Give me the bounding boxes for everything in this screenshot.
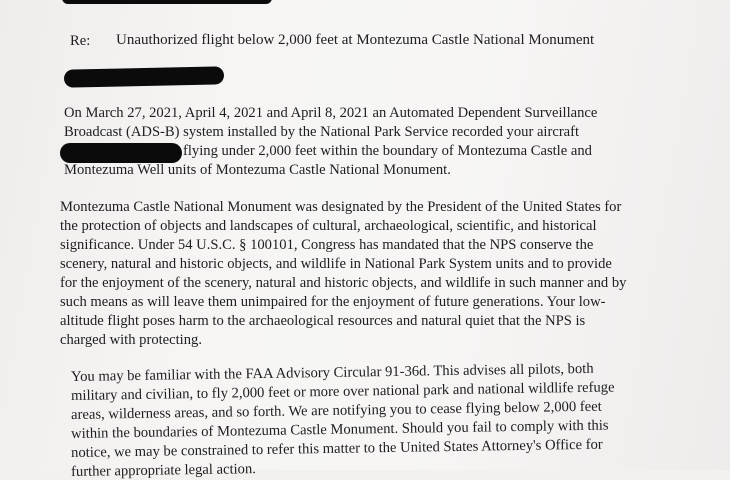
re-label: Re:: [70, 33, 91, 49]
paragraph-2-line: significance. Under 54 U.S.C. § 100101, Congress has mandated that the NPS conserve the: [60, 237, 594, 253]
paragraph-3-line: areas, wilderness areas, and so forth. We are notifying you to cease flying below 2,000 feet: [70, 398, 602, 423]
paragraph-2-line: such means as will leave them unimpaired for the enjoyment of future generations. Your low-: [60, 294, 606, 310]
paragraph-3-line: further appropriate legal action.: [70, 461, 256, 480]
paragraph-1-line: Broadcast (ADS-B) system installed by the National Park Service recorded your aircraft: [64, 124, 580, 140]
paragraph-3-line: You may be familiar with the FAA Advisory Circular 91-36d. This advises all pilots, both: [70, 360, 594, 385]
paragraph-2-line: Montezuma Castle National Monument was designated by the President of the United States for: [60, 199, 622, 215]
paragraph-2-line: altitude flight poses harm to the archaeological resources and natural quiet that the NPS is: [60, 313, 586, 329]
letter-subject: Unauthorized flight below 2,000 feet at Montezuma Castle National Monument: [116, 32, 595, 48]
redaction-bar: [62, 0, 272, 4]
paragraph-1-line: On March 27, 2021, April 4, 2021 and April 8, 2021 an Automated Dependent Surveillance: [64, 105, 598, 121]
redaction-bar: [60, 143, 182, 163]
paragraph-3-line: notice, we may be constrained to refer this matter to the United States Attorney's Office for: [70, 436, 603, 461]
paragraph-1-line: flying under 2,000 feet within the boundary of Montezuma Castle and: [183, 143, 592, 159]
paragraph-2-line: for the enjoyment of the scenery, natural and historic objects, and wildlife in such manner and by: [60, 275, 627, 291]
paragraph-2-line: scenery, natural and historic objects, and wildlife in National Park System units and to provide: [60, 256, 612, 272]
paragraph-1-line: Montezuma Well units of Montezuma Castle National Monument.: [64, 162, 451, 178]
paragraph-3-line: within the boundaries of Montezuma Castle Monument. Should you fail to comply with this: [70, 417, 609, 442]
paragraph-3-line: military and civilian, to fly 2,000 feet or more over national park and national wildlife refuge: [70, 379, 615, 404]
paragraph-2-line: charged with protecting.: [60, 332, 202, 348]
redaction-bar: [64, 66, 224, 87]
paragraph-2-line: the protection of objects and landscapes of cultural, archaeological, scientific, and historical: [60, 218, 597, 234]
